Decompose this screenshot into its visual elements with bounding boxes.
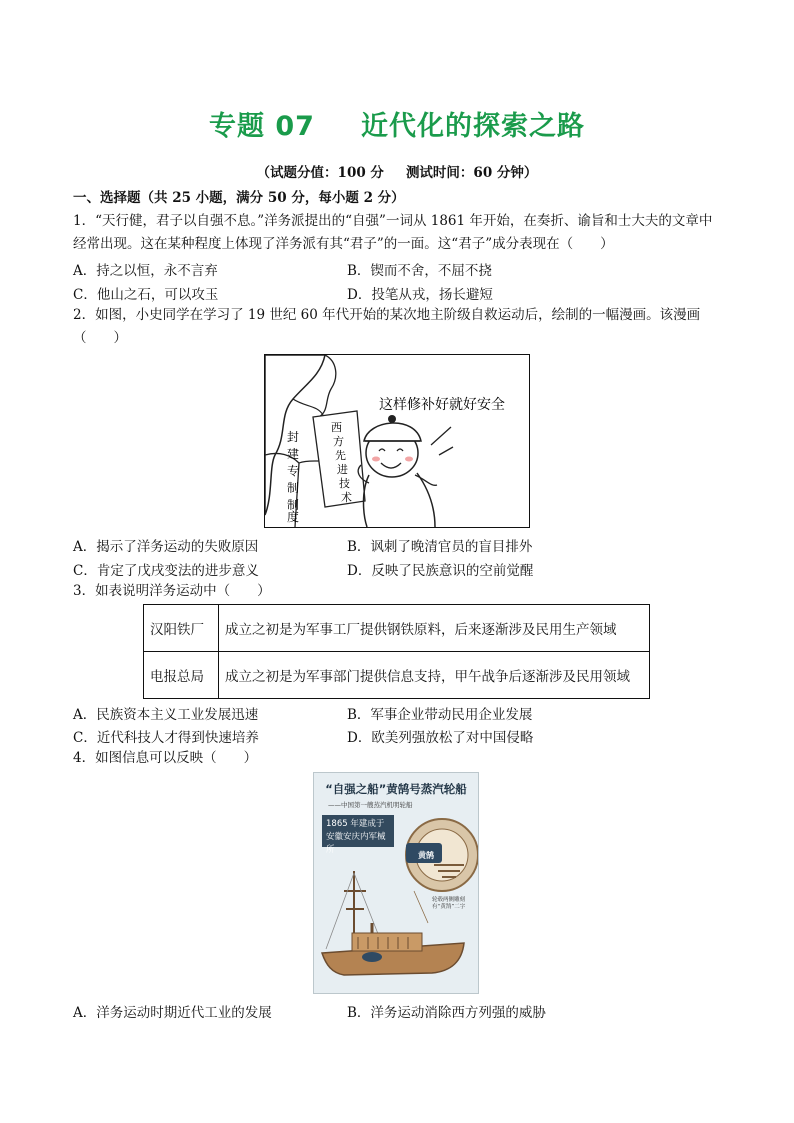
- q1-option-c: C．他山之石，可以攻玉: [73, 287, 219, 303]
- q4-option-a: A．洋务运动时期近代工业的发展: [73, 1005, 272, 1021]
- speech-bubble: 这样修补好就好安全: [379, 397, 505, 413]
- exam-info: [0, 161, 794, 181]
- patch-char: 术: [341, 491, 352, 504]
- time-info: 测试时间：60 分钟）: [405, 165, 538, 181]
- score-info: （试题分值：100 分: [256, 165, 384, 181]
- patch-char: 技: [339, 477, 350, 490]
- wall-char: 专: [287, 464, 300, 478]
- q3-table: [143, 604, 650, 699]
- table-cell-name: 汉阳铁厂: [144, 605, 219, 652]
- poster-title: “自强之船”黄鹄号蒸汽轮船: [325, 782, 467, 796]
- poster-info-box: 1865 年建成于安徽安庆内军械所: [322, 815, 394, 847]
- patch-char: 先: [335, 449, 346, 462]
- q3-option-b: B．军事企业带动民用企业发展: [347, 707, 533, 723]
- wheel-label: 黄鹄: [418, 850, 434, 860]
- wall-char: 建: [287, 447, 300, 461]
- wall-char: 制: [287, 481, 300, 495]
- title-part1: 专题 07: [209, 111, 315, 142]
- q1-option-a: A．持之以恒，永不言弃: [73, 263, 218, 279]
- q1-option-b: B．锲而不舍，不屈不挠: [347, 263, 492, 279]
- cartoon-figure: [264, 354, 530, 528]
- table-row: [144, 605, 650, 652]
- q2-option-b: B．讽刺了晚清官员的盲目排外: [347, 539, 533, 555]
- wall-char: 度: [287, 510, 300, 524]
- poster-subtitle: ——中国第一艘蒸汽机明轮船: [328, 801, 413, 809]
- q3-option-c: C．近代科技人才得到快速培养: [73, 730, 259, 746]
- q4-option-b: B．洋务运动消除西方列强的威胁: [347, 1005, 546, 1021]
- table-cell-desc: 成立之初是为军事部门提供信息支持，甲午战争后逐渐涉及民用领域: [219, 652, 650, 699]
- q1-stem-line1: 1．“天行健，君子以自强不息。”洋务派提出的“自强”一词从 1861 年开始，在奏折、谕旨和士大夫的文章中: [73, 213, 713, 229]
- title-part2: 近代化的探索之路: [360, 111, 585, 142]
- q1-option-d: D．投笔从戎，扬长避短: [347, 287, 493, 303]
- table-cell-name: 电报总局: [144, 652, 219, 699]
- steamship-poster: [313, 772, 479, 994]
- cartoon-drawing: [265, 355, 529, 527]
- q2-option-c: C．肯定了戊戌变法的进步意义: [73, 563, 259, 579]
- wall-char: 封: [287, 430, 300, 444]
- q2-option-a: A．揭示了洋务运动的失败原因: [73, 539, 259, 555]
- table-cell-desc: 成立之初是为军事工厂提供钢铁原料，后来逐渐涉及民用生产领域: [219, 605, 650, 652]
- patch-char: 进: [337, 463, 348, 476]
- patch-char: 方: [333, 435, 344, 448]
- q3-option-a: A．民族资本主义工业发展迅速: [73, 707, 259, 723]
- section-heading: 一、选择题（共 25 小题，满分 50 分，每小题 2 分）: [73, 190, 405, 206]
- q2-stem-line2: （ ）: [73, 330, 127, 346]
- table-row: [144, 652, 650, 699]
- q3-stem: 3．如表说明洋务运动中（ ）: [73, 583, 271, 599]
- q2-option-d: D．反映了民族意识的空前觉醒: [347, 563, 534, 579]
- q4-stem: 4．如图信息可以反映（ ）: [73, 750, 258, 766]
- page-title: [0, 104, 794, 143]
- q1-stem-line2: 经常出现。这在某种程度上体现了洋务派有其“君子”的一面。这“君子”成分表现在（ ）: [73, 236, 614, 252]
- poster-note: 轮毂两侧雕刻有“黄鹄”二字: [432, 897, 466, 910]
- wall-char: 制: [287, 498, 300, 512]
- q3-option-d: D．欧美列强放松了对中国侵略: [347, 730, 534, 746]
- patch-char: 西: [331, 421, 342, 434]
- q2-stem-line1: 2．如图，小史同学在学习了 19 世纪 60 年代开始的某次地主阶级自救运动后，绘制的一幅漫画。该漫画: [73, 307, 701, 323]
- steamship-illustration: [314, 773, 478, 993]
